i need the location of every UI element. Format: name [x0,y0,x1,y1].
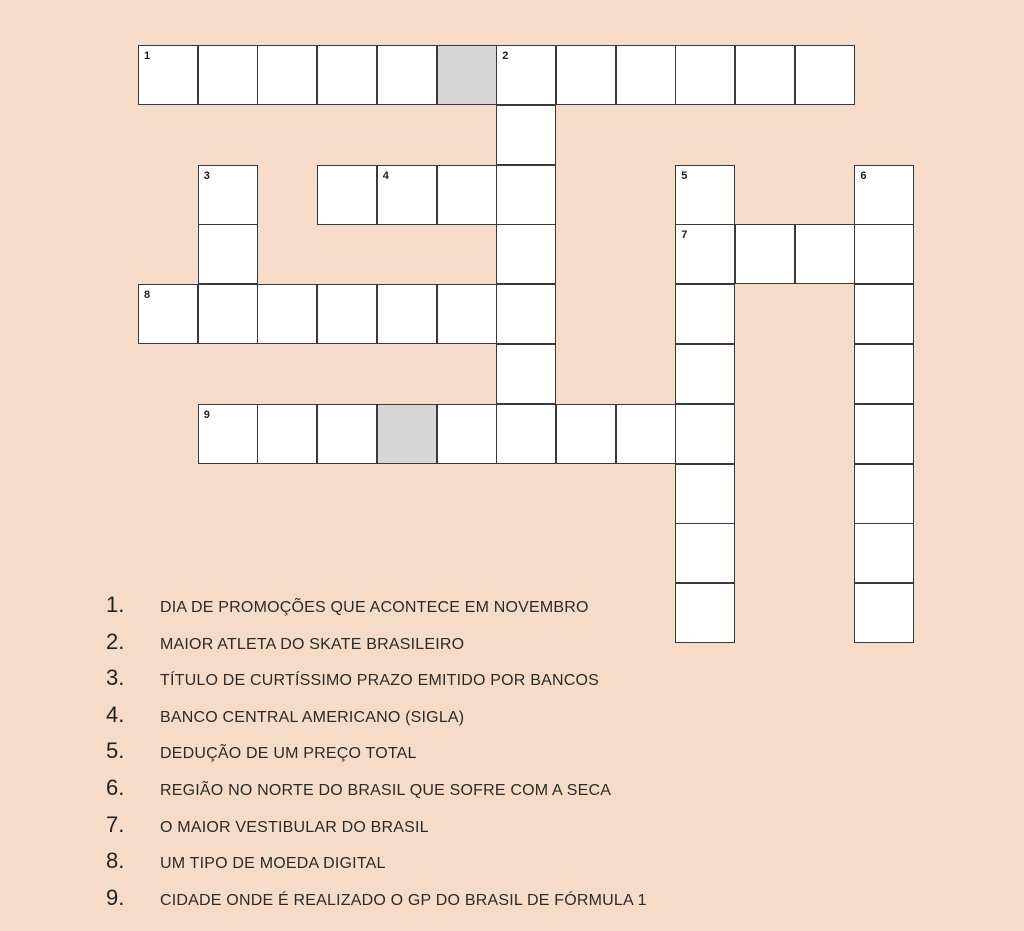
clue-number: 1. [106,592,125,617]
crossword-cell[interactable] [257,284,317,344]
clue-text: UM TIPO DE MOEDA DIGITAL [160,855,386,873]
cell-number: 1 [144,50,151,62]
crossword-cell[interactable] [377,165,437,225]
crossword-cell[interactable] [437,284,497,344]
crossword-cell[interactable] [675,165,735,225]
crossword-cell[interactable] [675,45,735,105]
crossword-cell[interactable] [496,45,556,105]
crossword-cell[interactable] [198,45,258,105]
crossword-cell[interactable] [496,404,556,464]
clue-text: DEDUÇÃO DE UM PREÇO TOTAL [160,745,417,763]
crossword-cell[interactable] [138,45,198,105]
shaded-cell [377,404,437,464]
crossword-cell[interactable] [735,224,795,284]
crossword-cell[interactable] [675,464,735,524]
clue-number: 7. [106,811,125,837]
clue-4 [106,702,647,739]
clue-text: O MAIOR VESTIBULAR DO BRASIL [160,818,429,836]
clue-text: DIA DE PROMOÇÕES QUE ACONTECE EM NOVEMBRO [160,599,589,616]
cell-number: 9 [203,408,210,421]
crossword-cell[interactable] [854,464,914,524]
clue-text: MAIOR ATLETA DO SKATE BRASILEIRO [160,635,465,653]
crossword-cell[interactable] [675,284,735,344]
clue-number: 4. [106,701,125,727]
crossword-cell[interactable] [854,583,914,643]
crossword-cell[interactable] [675,404,735,464]
clue-3 [106,665,647,702]
crossword-cell[interactable] [198,224,258,284]
crossword-cell[interactable] [198,165,258,225]
crossword-cell[interactable] [795,45,855,105]
cell-number: 6 [860,169,867,182]
clue-7 [106,812,647,849]
crossword-cell[interactable] [198,284,258,344]
crossword-cell[interactable] [257,45,317,105]
shaded-cell [437,45,497,105]
crossword-cell[interactable] [556,45,616,105]
crossword-cell[interactable] [675,224,735,284]
crossword-cell[interactable] [317,284,377,344]
crossword-cell[interactable] [437,165,497,225]
cell-number: 2 [502,50,509,62]
crossword-cell[interactable] [854,523,914,583]
clue-number: 2. [106,628,125,654]
clue-text: BANCO CENTRAL AMERICANO (SIGLA) [160,708,465,726]
crossword-cell[interactable] [496,344,556,404]
crossword-cell[interactable] [496,105,556,165]
crossword-cell[interactable] [317,45,377,105]
cell-number: 7 [681,229,688,242]
clue-number: 9. [106,884,125,910]
crossword-cell[interactable] [675,344,735,404]
clue-number: 6. [106,774,125,800]
cell-number: 4 [382,169,389,182]
cell-number: 3 [203,169,210,182]
crossword-cell[interactable] [616,404,676,464]
clue-9 [106,885,647,922]
crossword-cell[interactable] [854,404,914,464]
clue-number: 5. [106,738,125,764]
crossword-cell[interactable] [496,224,556,284]
crossword-cell[interactable] [198,404,258,464]
clue-1 [106,592,647,629]
clue-8 [106,848,647,885]
clue-5 [106,738,647,775]
crossword-cell[interactable] [854,165,914,225]
cell-number: 5 [681,169,688,182]
clue-text: REGIÃO NO NORTE DO BRASIL QUE SOFRE COM A SECA [160,781,612,799]
clue-list [106,592,647,921]
crossword-cell[interactable] [854,224,914,284]
crossword-cell[interactable] [377,284,437,344]
crossword-cell[interactable] [795,224,855,284]
crossword-cell[interactable] [377,45,437,105]
clue-text: TÍTULO DE CURTÍSSIMO PRAZO EMITIDO POR BANCOS [160,672,599,690]
crossword-cell[interactable] [496,165,556,225]
clue-number: 3. [106,665,125,691]
clue-6 [106,775,647,812]
crossword-cell[interactable] [317,165,377,225]
crossword-cell[interactable] [138,284,198,344]
crossword-cell[interactable] [257,404,317,464]
crossword-cell[interactable] [437,404,497,464]
crossword-cell[interactable] [556,404,616,464]
crossword-cell[interactable] [854,284,914,344]
crossword-cell[interactable] [496,284,556,344]
crossword-cell[interactable] [675,523,735,583]
crossword-cell[interactable] [317,404,377,464]
crossword-cell[interactable] [616,45,676,105]
crossword-cell[interactable] [675,583,735,643]
crossword-cell[interactable] [735,45,795,105]
clue-text: CIDADE ONDE É REALIZADO O GP DO BRASIL DE FÓRMULA 1 [160,891,647,909]
clue-2 [106,629,647,666]
clue-number: 8. [106,848,125,874]
cell-number: 8 [144,289,151,302]
crossword-cell[interactable] [854,344,914,404]
